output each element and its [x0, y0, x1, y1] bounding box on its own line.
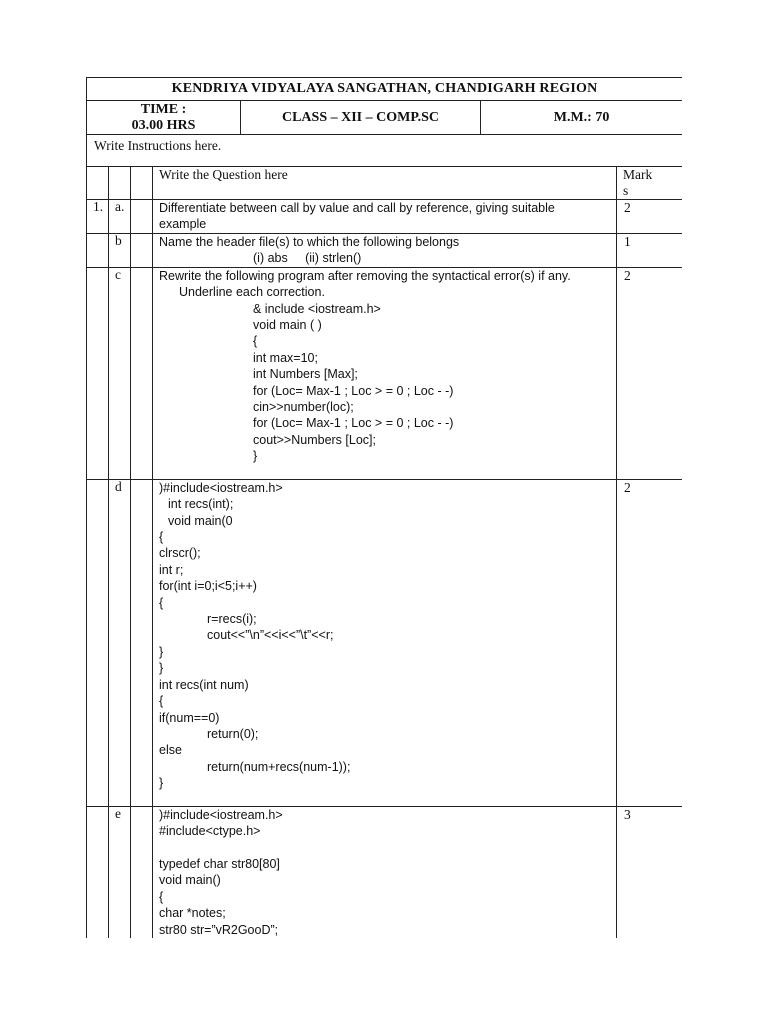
- class-subject-cell: [241, 101, 481, 135]
- part-header-cell: [109, 167, 131, 200]
- code-line: void main(): [159, 873, 221, 888]
- code-line: {: [159, 530, 164, 545]
- marks-a: 2: [617, 200, 683, 234]
- question-paper: [86, 77, 682, 938]
- code-line: str80 str=”vR2GooD”;: [159, 922, 279, 937]
- code-line: }: [253, 449, 258, 464]
- question-text-d: [153, 479, 617, 806]
- code-line: void main ( ): [253, 318, 322, 333]
- question-text-e: [153, 806, 617, 938]
- part-label-b: b: [109, 234, 131, 268]
- marks-c: 2: [617, 267, 683, 479]
- school-title: KENDRIYA VIDYALAYA SANGATHAN, CHANDIGARH REGION: [87, 78, 683, 101]
- code-line: cout>>Numbers [Loc];: [253, 432, 376, 447]
- blank-cell: [131, 479, 153, 806]
- question-row-c: [87, 267, 683, 479]
- code-line: int recs(int);: [168, 497, 234, 512]
- code-line: int Numbers [Max];: [253, 367, 358, 382]
- question-text-a: [153, 200, 617, 234]
- question-line: Underline each correction.: [179, 285, 325, 300]
- code-line: }: [159, 644, 164, 659]
- blank-header-cell: [131, 167, 153, 200]
- class-subject-label: CLASS – XII – COMP.SC: [281, 109, 439, 125]
- code-line: }: [159, 776, 164, 791]
- question-text-c: [153, 267, 617, 479]
- code-line: )#include<iostream.h>: [159, 480, 283, 495]
- code-line: {: [159, 694, 164, 709]
- marks-b: 1: [617, 234, 683, 268]
- question-number-cell: [87, 200, 109, 234]
- blank-cell: [131, 267, 153, 479]
- question-row-a: [87, 200, 683, 234]
- question-line: Name the header file(s) to which the following belongs: [159, 235, 460, 249]
- question-number-cell: [87, 479, 109, 806]
- question-row-e: [87, 806, 683, 938]
- part-label-d: d: [109, 479, 131, 806]
- code-line: {: [159, 889, 164, 904]
- question-line: Differentiate between call by value and call by reference, giving suitable: [159, 201, 555, 215]
- code-line: }: [159, 661, 164, 676]
- question-number-cell: [87, 806, 109, 938]
- code-line: for(int i=0;i<5;i++): [159, 579, 257, 594]
- code-line: for (Loc= Max-1 ; Loc > = 0 ; Loc - -): [253, 383, 454, 398]
- code-line: clrscr();: [159, 546, 201, 561]
- code-line: cout<<”\n”<<i<<”\t”<<r;: [207, 628, 334, 643]
- code-line: r=recs(i);: [207, 612, 257, 627]
- code-line: int max=10;: [253, 350, 318, 365]
- question-text-b: [153, 234, 617, 268]
- time-cell: [87, 101, 241, 135]
- question-paper-table: [86, 77, 682, 938]
- code-line: else: [159, 743, 182, 758]
- number-header-cell: [87, 167, 109, 200]
- question-number: 1.: [93, 199, 104, 214]
- blank-cell: [131, 200, 153, 234]
- code-line: #include<ctype.h>: [159, 824, 261, 839]
- header-row: [87, 101, 683, 135]
- marks-header-cell: [617, 167, 683, 200]
- question-line: (i) abs (ii) strlen(): [253, 251, 362, 266]
- part-label-c: c: [109, 267, 131, 479]
- part-label-a: a.: [115, 199, 125, 214]
- code-line: return(0);: [207, 726, 259, 741]
- code-line: for (Loc= Max-1 ; Loc > = 0 ; Loc - -): [253, 416, 454, 431]
- question-line: Rewrite the following program after removing the syntactical error(s) if any.: [159, 268, 571, 283]
- part-label-cell: [109, 200, 131, 234]
- code-line: {: [159, 595, 164, 610]
- part-label-e: e: [109, 806, 131, 938]
- max-marks-label: M.M.: 70: [553, 109, 610, 125]
- code-line: int r;: [159, 562, 184, 577]
- question-number-cell: [87, 234, 109, 268]
- marks-header: Marks: [623, 167, 653, 198]
- code-line: char *notes;: [159, 906, 226, 921]
- code-line: )#include<iostream.h>: [159, 807, 283, 822]
- instructions-row: [87, 135, 683, 167]
- code-line: void main(0: [168, 513, 233, 528]
- code-line: int recs(int num): [159, 677, 249, 692]
- question-header-row: [87, 167, 683, 200]
- question-number-cell: [87, 267, 109, 479]
- marks-d: 2: [617, 479, 683, 806]
- question-row-b: [87, 234, 683, 268]
- code-line: return(num+recs(num-1));: [207, 759, 351, 774]
- code-line: & include <iostream.h>: [253, 301, 381, 316]
- marks-e: 3: [617, 806, 683, 938]
- code-line: typedef char str80[80]: [159, 857, 280, 872]
- time-label: TIME : 03.00 HRS: [131, 101, 196, 133]
- title-row: [87, 78, 683, 101]
- max-marks-cell: [481, 101, 683, 135]
- question-line: example: [159, 217, 207, 232]
- code-line: cin>>number(loc);: [253, 400, 354, 415]
- question-header: Write the Question here: [153, 167, 617, 200]
- blank-cell: [131, 806, 153, 938]
- code-line: {: [253, 334, 258, 349]
- instructions-text: Write Instructions here.: [87, 135, 683, 167]
- question-row-d: [87, 479, 683, 806]
- code-line: if(num==0): [159, 710, 220, 725]
- code-line: [159, 840, 616, 856]
- blank-cell: [131, 234, 153, 268]
